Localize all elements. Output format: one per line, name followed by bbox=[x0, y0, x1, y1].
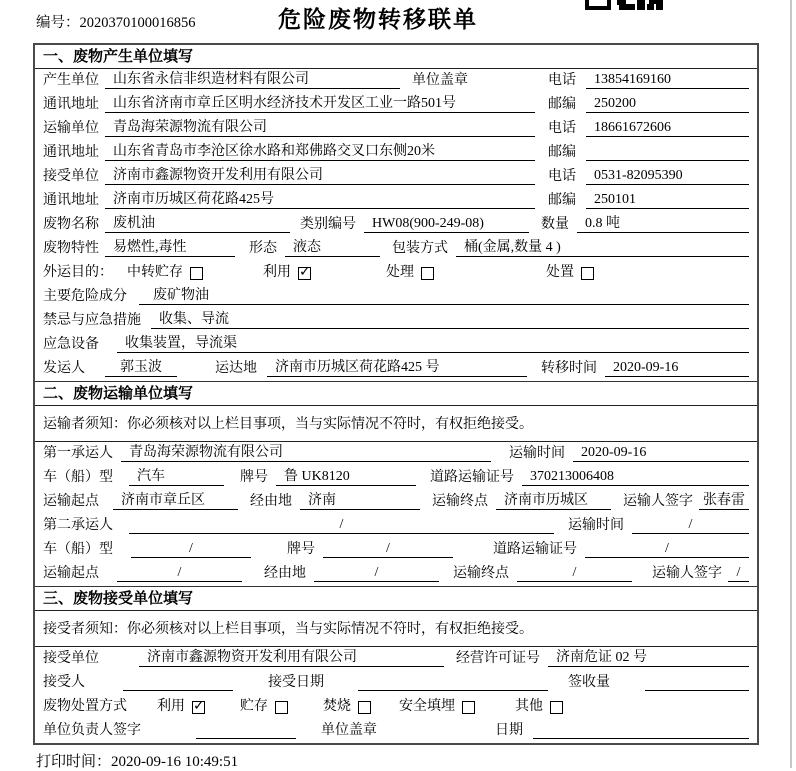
section-receiver bbox=[35, 586, 757, 743]
quantity-label: 数量 bbox=[541, 217, 569, 232]
disposal-option-label: 其他 bbox=[515, 699, 543, 714]
carrier-sign-value: 张春雷 bbox=[699, 489, 749, 510]
purpose-option-label: 中转贮存 bbox=[127, 265, 183, 280]
row-acceptor bbox=[35, 671, 757, 695]
purpose-option-label: 利用 bbox=[263, 265, 291, 280]
row-vehicle-2 bbox=[35, 538, 757, 562]
section-transporter bbox=[35, 381, 757, 586]
transfer-manifest-form bbox=[33, 43, 759, 745]
phone-label: 电话 bbox=[548, 169, 576, 184]
transporter-notice: 运输者须知：你必须核对以上栏目事项，当与实际情况不符时，有权拒绝接受。 bbox=[35, 406, 757, 442]
hazard-component-value: 废矿物油 bbox=[139, 284, 749, 305]
emergency-equipment-label: 应急设备 bbox=[43, 337, 99, 352]
purpose-option-dispose bbox=[546, 261, 594, 281]
receiver-notice: 接受者须知：你必须核对以上栏目事项，当与实际情况不符时，有权拒绝接受。 bbox=[35, 611, 757, 647]
waste-character-label: 废物特性 bbox=[43, 241, 99, 256]
row-second-carrier bbox=[35, 514, 757, 538]
row-emergency-equipment bbox=[35, 333, 757, 357]
disposal-option-label: 焚烧 bbox=[323, 699, 351, 714]
via-value: 济南 bbox=[300, 489, 420, 510]
document-number-label: 编号： bbox=[36, 15, 80, 31]
waste-name-value: 废机油 bbox=[105, 212, 290, 233]
vehicle-type-value: 汽车 bbox=[129, 465, 224, 486]
row-receive-unit-3 bbox=[35, 647, 757, 671]
checkbox-icon bbox=[462, 701, 475, 714]
first-carrier-value: 青岛海荣源物流有限公司 bbox=[121, 441, 491, 462]
row-vehicle-1 bbox=[35, 466, 757, 490]
receive-unit-value: 济南市鑫源物资开发利用有限公司 bbox=[139, 646, 444, 667]
checkbox-icon bbox=[550, 701, 563, 714]
purpose-option-label: 处理 bbox=[386, 265, 414, 280]
address-label: 通讯地址 bbox=[43, 97, 99, 112]
business-license-label: 经营许可证号 bbox=[456, 651, 540, 666]
page-title: 危险废物转移联单 bbox=[278, 6, 478, 32]
phone-value: 13854169160 bbox=[586, 72, 749, 89]
zip-value: 250101 bbox=[586, 192, 749, 209]
purpose-option-storage bbox=[127, 261, 203, 281]
waste-name-label: 废物名称 bbox=[43, 217, 99, 232]
zip-label: 邮编 bbox=[548, 193, 576, 208]
terminus-label: 运输终点 bbox=[453, 566, 509, 581]
address-label: 通讯地址 bbox=[43, 145, 99, 160]
phone-label: 电话 bbox=[548, 73, 576, 88]
plate-number-label: 牌号 bbox=[287, 542, 315, 557]
manager-sign-value bbox=[196, 738, 296, 739]
vehicle-type-label: 车（船）型 bbox=[43, 542, 113, 557]
origin-label: 运输起点 bbox=[43, 566, 99, 581]
second-carrier-label: 第二承运人 bbox=[43, 518, 113, 533]
receive-unit-value: 济南市鑫源物资开发利用有限公司 bbox=[105, 164, 535, 185]
disposal-option-store bbox=[240, 695, 288, 715]
row-taboo-measures bbox=[35, 309, 757, 333]
purpose-option-treat bbox=[386, 261, 434, 281]
disposal-option-label: 利用 bbox=[157, 699, 185, 714]
vehicle-type-value: / bbox=[131, 541, 251, 558]
section-producer bbox=[35, 45, 757, 381]
hazard-component-label: 主要危险成分 bbox=[43, 289, 127, 304]
row-receive-unit bbox=[35, 165, 757, 189]
destination-value: 济南市历城区荷花路425 号 bbox=[267, 356, 527, 377]
row-manager-sign bbox=[35, 719, 757, 743]
checkbox-icon bbox=[358, 701, 371, 714]
terminus-label: 运输终点 bbox=[432, 494, 488, 509]
transport-time-label: 运输时间 bbox=[509, 446, 565, 461]
row-waste-name bbox=[35, 213, 757, 237]
row-waste-character bbox=[35, 237, 757, 261]
transfer-time-value: 2020-09-16 bbox=[605, 360, 749, 377]
qr-code-icon bbox=[585, 0, 663, 10]
disposal-method-label: 废物处置方式 bbox=[43, 699, 127, 714]
zip-value: 250200 bbox=[586, 96, 749, 113]
second-carrier-value: / bbox=[129, 517, 554, 534]
disposal-option-landfill bbox=[399, 695, 475, 715]
packaging-value: 桶(金属,数量 4 ) bbox=[456, 236, 749, 257]
via-value: / bbox=[314, 565, 439, 582]
address-value: 山东省济南市章丘区明水经济技术开发区工业一路501号 bbox=[105, 92, 535, 113]
plate-number-label: 牌号 bbox=[240, 470, 268, 485]
road-permit-value: 370213006408 bbox=[522, 469, 749, 486]
accept-date-value bbox=[358, 690, 548, 691]
row-first-carrier bbox=[35, 442, 757, 466]
row-producer-unit bbox=[35, 69, 757, 93]
row-receive-address bbox=[35, 189, 757, 213]
zip-label: 邮编 bbox=[548, 145, 576, 160]
row-transport-purpose bbox=[35, 261, 757, 285]
print-time: 打印时间：2020-09-16 10:49:51 bbox=[36, 754, 239, 770]
acceptor-value bbox=[123, 690, 233, 691]
waste-character-value: 易燃性,毒性 bbox=[105, 236, 235, 257]
origin-value: 济南市章丘区 bbox=[113, 489, 238, 510]
terminus-value: 济南市历城区 bbox=[496, 489, 611, 510]
producer-unit-value: 山东省永信非织造材料有限公司 bbox=[105, 68, 400, 89]
zip-label: 邮编 bbox=[548, 97, 576, 112]
form-state-value: 液态 bbox=[285, 236, 380, 257]
phone-value: 0531-82095390 bbox=[586, 168, 749, 185]
accept-date-label: 接受日期 bbox=[268, 675, 324, 690]
origin-label: 运输起点 bbox=[43, 494, 99, 509]
unit-seal-label: 单位盖章 bbox=[412, 73, 468, 88]
carrier-sign-label: 运输人签字 bbox=[652, 566, 722, 581]
date-label: 日期 bbox=[495, 723, 523, 738]
row-route-1 bbox=[35, 490, 757, 514]
plate-number-value: 鲁 UK8120 bbox=[276, 465, 416, 486]
transport-time-value: 2020-09-16 bbox=[573, 445, 749, 462]
disposal-option-incinerate bbox=[323, 695, 371, 715]
purpose-option-utilize bbox=[263, 261, 311, 281]
manager-sign-label: 单位负责人签字 bbox=[43, 723, 141, 738]
transfer-time-label: 转移时间 bbox=[541, 361, 597, 376]
checkbox-icon bbox=[298, 267, 311, 280]
receive-unit-label: 接受单位 bbox=[43, 169, 99, 184]
row-transport-unit bbox=[35, 117, 757, 141]
business-license-value: 济南危证 02 号 bbox=[548, 646, 749, 667]
phone-value: 18661672606 bbox=[586, 120, 749, 137]
zip-value bbox=[586, 160, 749, 161]
transport-time-label: 运输时间 bbox=[568, 518, 624, 533]
section3-title: 三、废物接受单位填写 bbox=[35, 586, 757, 611]
packaging-label: 包装方式 bbox=[392, 241, 448, 256]
transport-time-value: / bbox=[632, 517, 749, 534]
unit-seal-label: 单位盖章 bbox=[321, 723, 377, 738]
via-label: 经由地 bbox=[264, 566, 306, 581]
address-value: 济南市历城区荷花路425号 bbox=[105, 188, 535, 209]
category-code-label: 类别编号 bbox=[300, 217, 356, 232]
phone-label: 电话 bbox=[548, 121, 576, 136]
plate-number-value: / bbox=[323, 541, 453, 558]
date-value bbox=[533, 738, 749, 739]
vehicle-type-label: 车（船）型 bbox=[43, 470, 113, 485]
checkbox-icon bbox=[421, 267, 434, 280]
shipper-label: 发运人 bbox=[43, 361, 85, 376]
taboo-measures-label: 禁忌与应急措施 bbox=[43, 313, 141, 328]
row-route-2 bbox=[35, 562, 757, 586]
section1-title: 一、废物产生单位填写 bbox=[35, 45, 757, 69]
checkbox-icon bbox=[581, 267, 594, 280]
category-code-value: HW08(900-249-08) bbox=[364, 216, 529, 233]
road-permit-label: 道路运输证号 bbox=[493, 542, 577, 557]
road-permit-label: 道路运输证号 bbox=[430, 470, 514, 485]
transport-unit-value: 青岛海荣源物流有限公司 bbox=[105, 116, 535, 137]
disposal-option-other bbox=[515, 695, 563, 715]
road-permit-value: / bbox=[585, 541, 749, 558]
shipper-value: 郭玉波 bbox=[105, 356, 177, 377]
row-hazard-component bbox=[35, 285, 757, 309]
carrier-sign-value: / bbox=[728, 565, 749, 582]
row-transport-address bbox=[35, 141, 757, 165]
checkbox-icon bbox=[190, 267, 203, 280]
producer-unit-label: 产生单位 bbox=[43, 73, 99, 88]
carrier-sign-label: 运输人签字 bbox=[623, 494, 693, 509]
purpose-option-label: 处置 bbox=[546, 265, 574, 280]
sign-quantity-value bbox=[645, 690, 749, 691]
checkbox-icon bbox=[275, 701, 288, 714]
first-carrier-label: 第一承运人 bbox=[43, 446, 113, 461]
taboo-measures-value: 收集、导流 bbox=[151, 308, 749, 329]
emergency-equipment-value: 收集装置，导流渠 bbox=[117, 332, 749, 353]
acceptor-label: 接受人 bbox=[43, 675, 85, 690]
receive-unit-label: 接受单位 bbox=[43, 651, 99, 666]
terminus-value: / bbox=[517, 565, 632, 582]
origin-value: / bbox=[117, 565, 242, 582]
address-value: 山东省青岛市李沧区徐水路和郑佛路交叉口东侧20米 bbox=[105, 140, 535, 161]
document-header bbox=[0, 0, 796, 42]
row-disposal-method bbox=[35, 695, 757, 719]
disposal-option-label: 安全填埋 bbox=[399, 699, 455, 714]
form-state-label: 形态 bbox=[249, 241, 277, 256]
sign-quantity-label: 签收量 bbox=[568, 675, 610, 690]
via-label: 经由地 bbox=[250, 494, 292, 509]
row-shipper bbox=[35, 357, 757, 381]
document-number-value: 2020370100016856 bbox=[79, 15, 196, 31]
row-producer-address bbox=[35, 93, 757, 117]
page-right-edge bbox=[790, 0, 792, 768]
purpose-label: 外运目的： bbox=[43, 265, 113, 280]
disposal-option-label: 贮存 bbox=[240, 699, 268, 714]
destination-label: 运达地 bbox=[215, 361, 257, 376]
checkbox-icon bbox=[192, 701, 205, 714]
address-label: 通讯地址 bbox=[43, 193, 99, 208]
section2-title: 二、废物运输单位填写 bbox=[35, 381, 757, 406]
disposal-option-utilize bbox=[157, 695, 205, 715]
quantity-value: 0.8 吨 bbox=[577, 212, 749, 233]
transport-unit-label: 运输单位 bbox=[43, 121, 99, 136]
